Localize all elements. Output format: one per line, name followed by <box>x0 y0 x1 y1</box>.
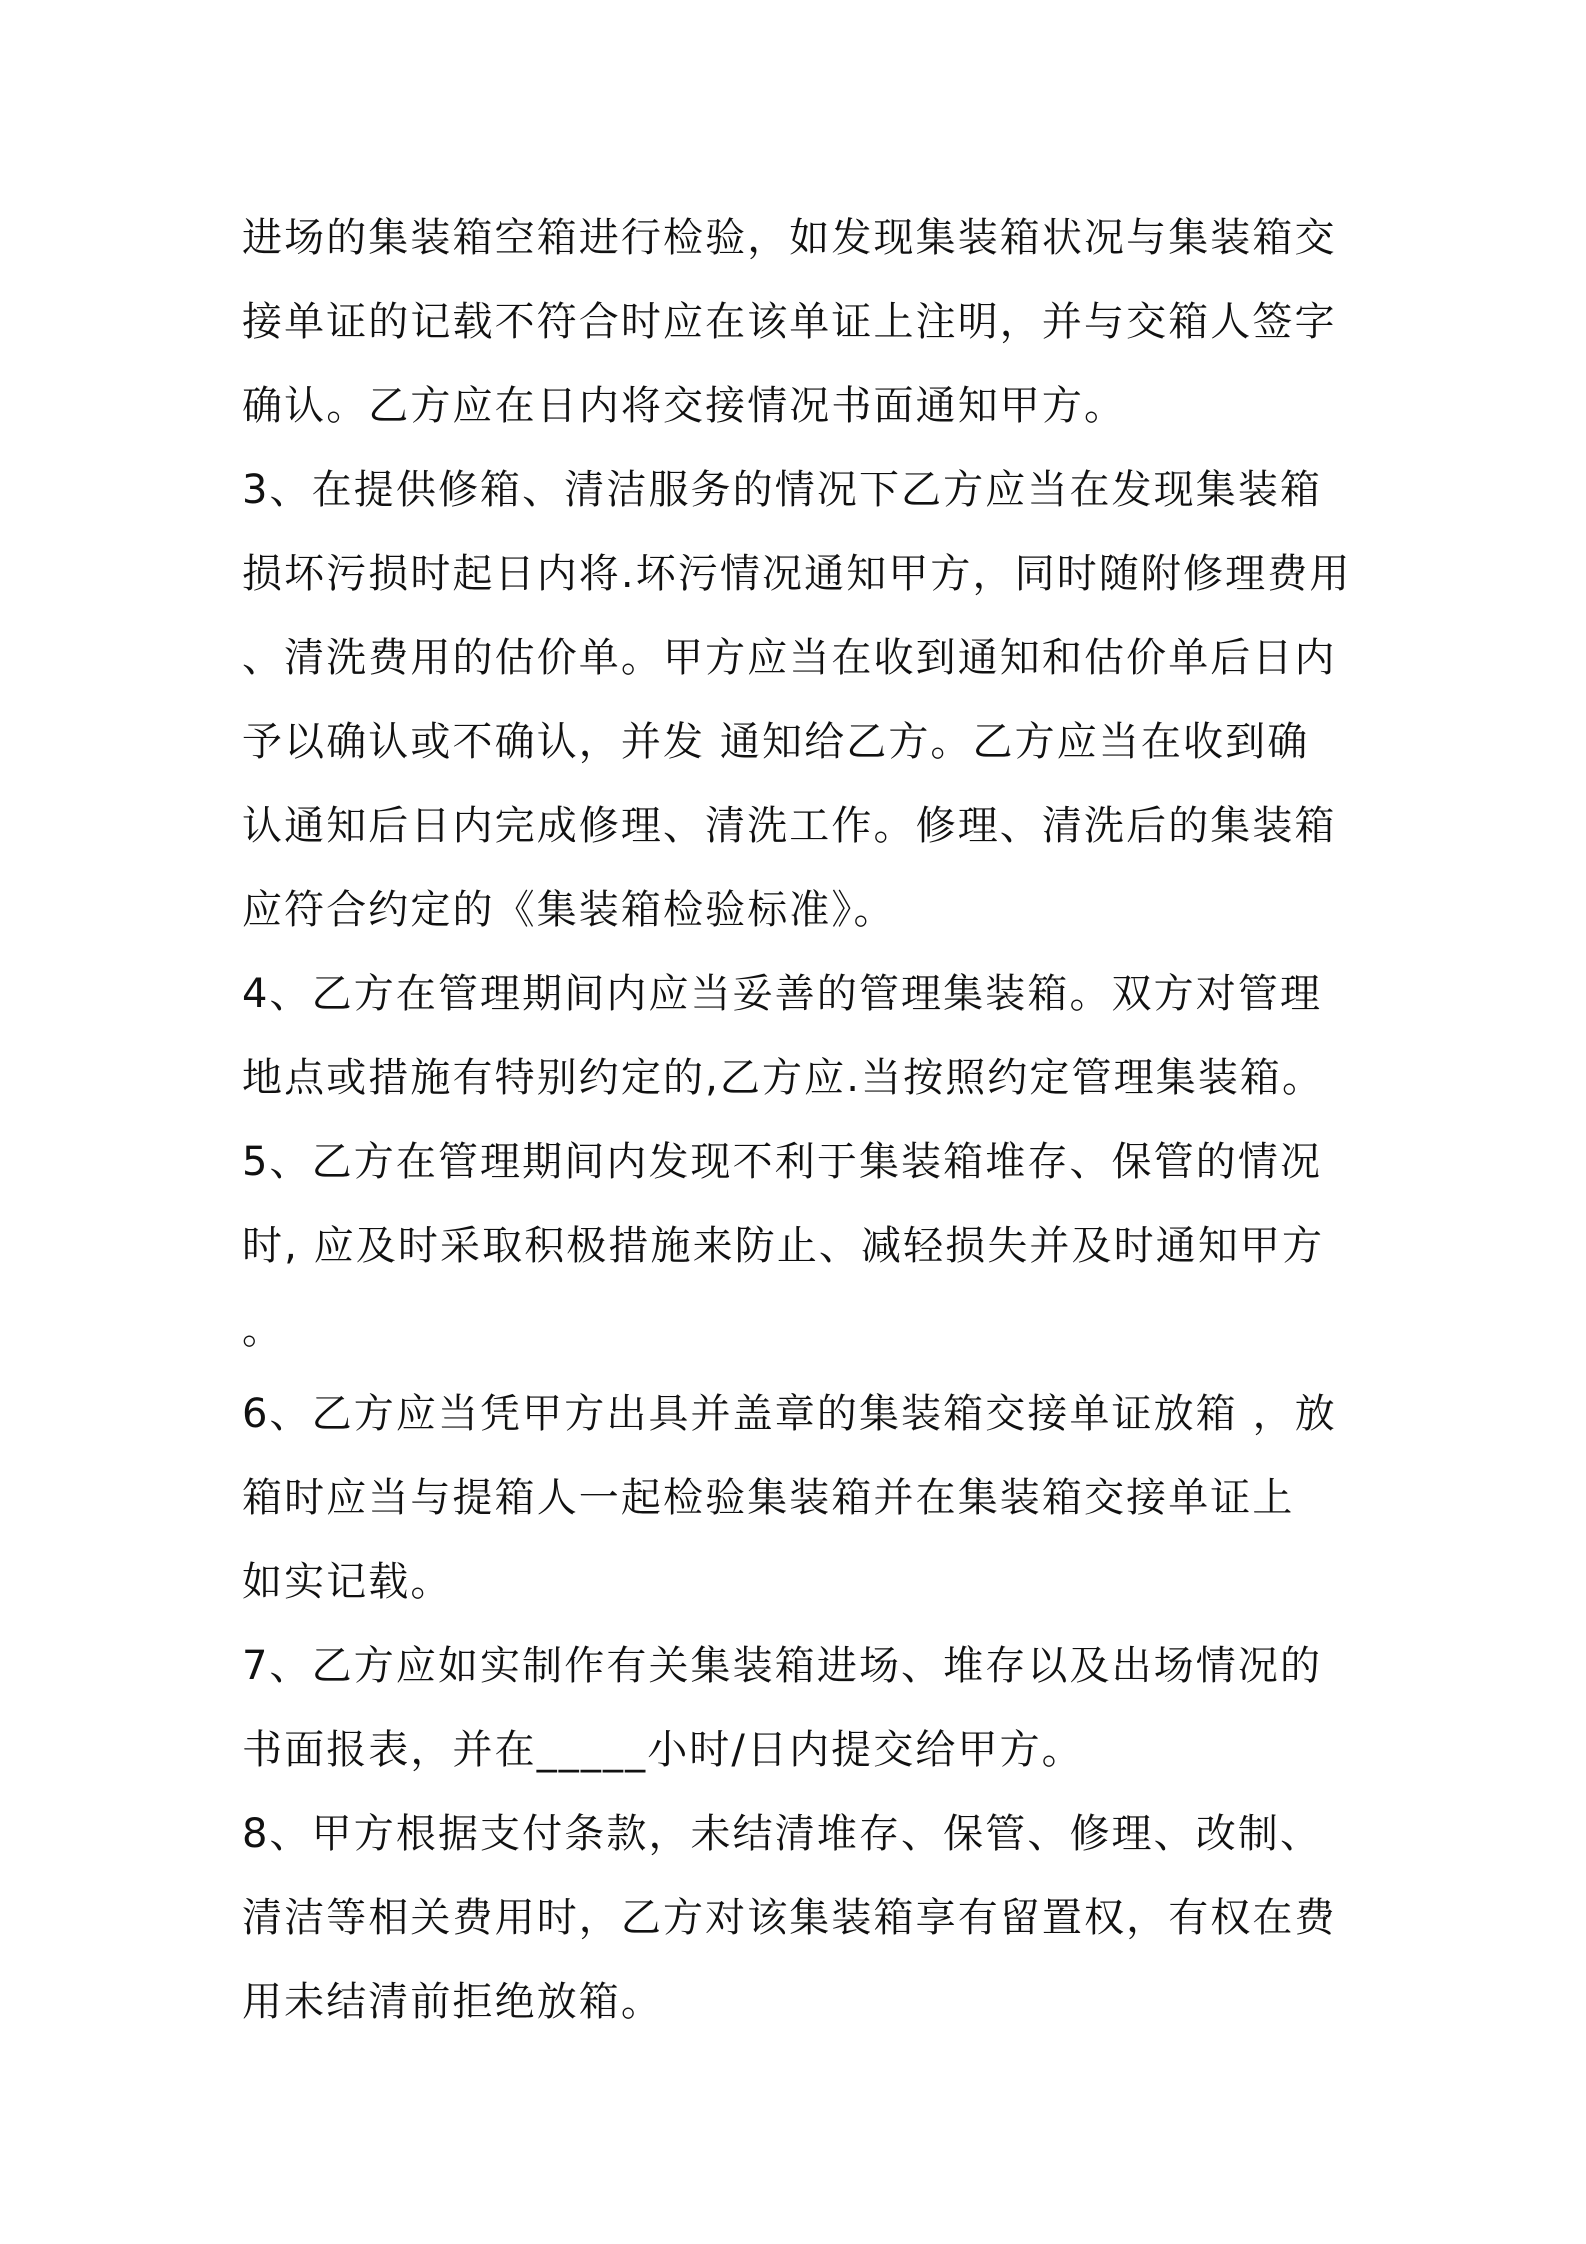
clause-7-line: 7、乙方应如实制作有关集装箱进场、堆存以及出场情况的 <box>242 1643 1323 1689</box>
text-line: 。 <box>242 1307 285 1353</box>
clause-5-line: 5、乙方在管理期间内发现不利于集装箱堆存、保管的情况 <box>242 1139 1323 1185</box>
clause-4-line: 4、乙方在管理期间内应当妥善的管理集装箱。双方对管理 <box>242 971 1323 1017</box>
text-line: 箱时应当与提箱人一起检验集装箱并在集装箱交接单证上 <box>242 1475 1295 1521</box>
text-line: 确认。乙方应在日内将交接情况书面通知甲方。 <box>242 383 1127 429</box>
text-line: 如实记载。 <box>242 1559 453 1605</box>
text-line: 认通知后日内完成修理、清洗工作。修理、清洗后的集装箱 <box>242 803 1337 849</box>
text-line: 损坏污损时起日内将.坏污情况通知甲方，同时随附修理费用 <box>242 551 1352 597</box>
clause-3-line: 3、在提供修箱、清洁服务的情况下乙方应当在发现集装箱 <box>242 467 1323 513</box>
text-line: 予以确认或不确认，并发 通知给乙方。乙方应当在收到确 <box>242 719 1310 765</box>
clause-6-line: 6、乙方应当凭甲方出具并盖章的集装箱交接单证放箱 ，放 <box>242 1391 1337 1437</box>
text-line: 地点或措施有特别约定的,乙方应.当按照约定管理集装箱。 <box>242 1055 1325 1101</box>
text-line: 清洁等相关费用时，乙方对该集装箱享有留置权，有权在费 <box>242 1895 1337 1941</box>
document-body <box>242 196 1352 2044</box>
text-line: 接单证的记载不符合时应在该单证上注明，并与交箱人签字 <box>242 299 1337 345</box>
text-line: 应符合约定的《集装箱检验标准》。 <box>242 887 896 933</box>
text-line: 、清洗费用的估价单。甲方应当在收到通知和估价单后日内 <box>242 635 1337 681</box>
clause-8-line: 8、甲方根据支付条款，未结清堆存、保管、修理、改制、 <box>242 1811 1323 1857</box>
text-line: 书面报表，并在_____小时/日内提交给甲方。 <box>242 1727 1084 1773</box>
text-line: 时, 应及时采取积极措施来防止、减轻损失并及时通知甲方 <box>242 1223 1325 1269</box>
text-line: 进场的集装箱空箱进行检验，如发现集装箱状况与集装箱交 <box>242 215 1337 261</box>
text-line: 用未结清前拒绝放箱。 <box>242 1979 663 2025</box>
